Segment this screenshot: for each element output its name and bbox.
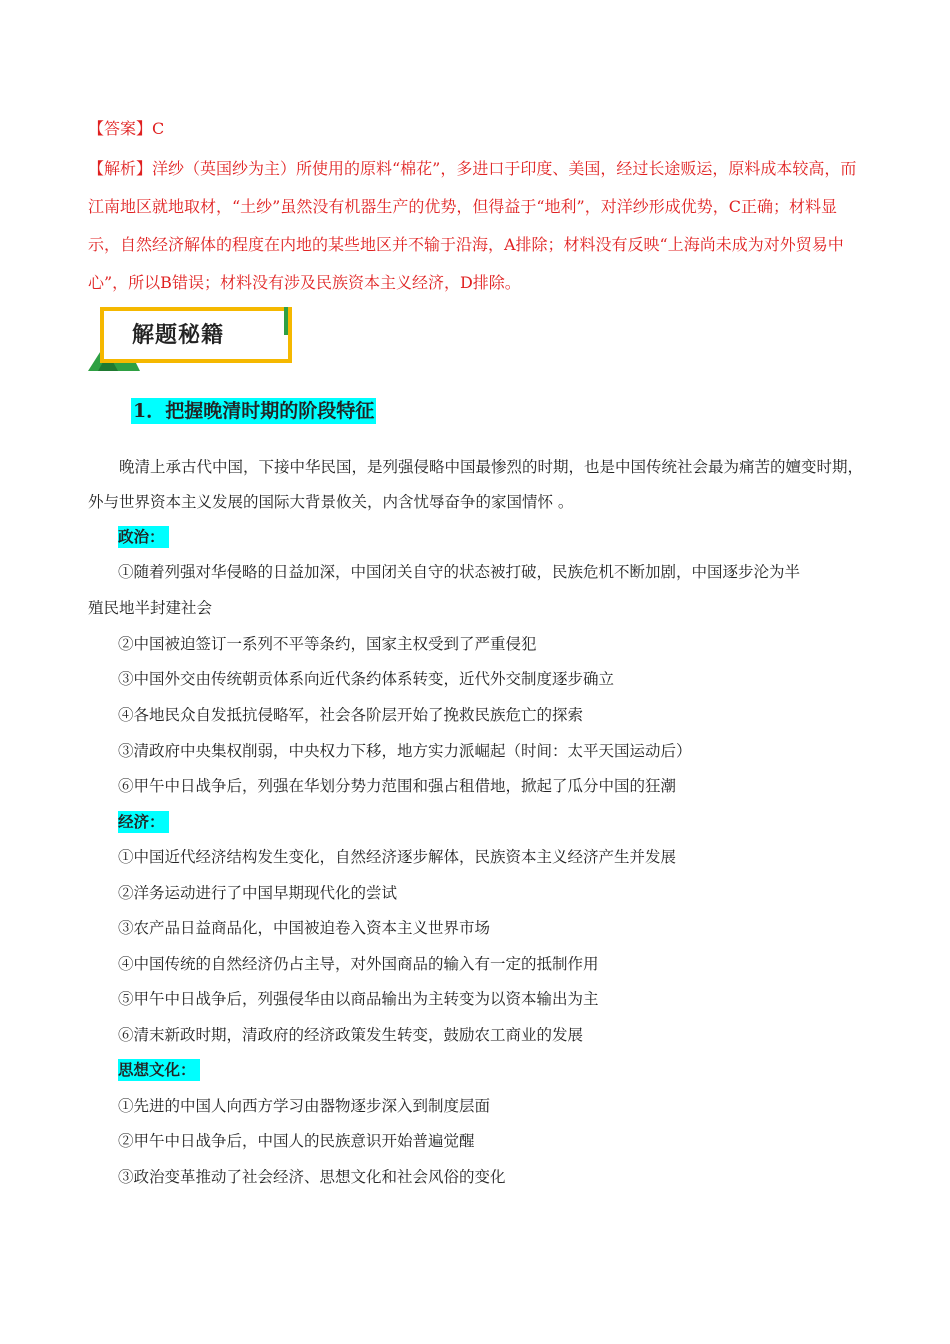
economy-item-4: ④中国传统的自然经济仍占主导，对外国商品的输入有一定的抵制作用 [118,955,599,973]
culture-item-2: ②甲午中日战争后，中国人的民族意识开始普遍觉醒 [118,1132,475,1150]
politics-item-2: ②中国被迫签订一系列不平等条约，国家主权受到了严重侵犯 [118,635,537,653]
analysis-paragraph: 【解析】洋纱（英国纱为主）所使用的原料“棉花”，多进口于印度、美国，经过长途贩运，原料成本较高，而江南地区就地取材，“土纱”虽然没有机器生产的优势，但得益于“地利”，对洋纱形成优势，C正确；材料显示，自然经济解体的程度在内地的某些地区并不输于沿海，A排除；材料没有反映“上海尚未成为对外贸易中心”，所以B错误；材料没有涉及民族资本主义经济，D排除。 [88,159,857,292]
politics-item-1: ①随着列强对华侵略的日益加深，中国闭关自守的状态被打破，民族危机不断加剧，中国逐步沦为半 [118,563,801,581]
economy-item-3: ③农产品日益商品化，中国被迫卷入资本主义世界市场 [118,919,491,937]
economy-item-5: ⑤甲午中日战争后，列强侵华由以商品输出为主转变为以资本输出为主 [118,990,599,1008]
politics-item-6: ⑥甲午中日战争后，列强在华划分势力范围和强占租借地，掀起了瓜分中国的狂潮 [118,777,677,795]
banner-title: 解题秘籍 [132,323,225,348]
culture-item-3: ③政治变革推动了社会经济、思想文化和社会风俗的变化 [118,1168,506,1186]
banner-accent [284,307,288,335]
economy-label: 经济： [118,811,169,833]
section-title: 1．把握晚清时期的阶段特征 [133,400,375,422]
economy-item-6: ⑥清末新政时期，清政府的经济政策发生转变，鼓励农工商业的发展 [118,1026,584,1044]
answer-line: 【答案】C [88,119,165,138]
politics-label: 政治： [118,526,169,548]
economy-item-2: ②洋务运动进行了中国早期现代化的尝试 [118,884,398,902]
intro-paragraph: 晚清上承古代中国，下接中华民国，是列强侵略中国最惨烈的时期，也是中国传统社会最为痛苦的嬗变时期，外与世界资本主义发展的国际大背景攸关，内含忧辱奋争的家国情怀 。 [88,458,864,511]
culture-label: 思想文化： [118,1059,200,1081]
tips-banner [88,305,298,371]
politics-item-5: ③清政府中央集权削弱，中央权力下移，地方实力派崛起（时间：太平天国运动后） [118,742,692,760]
economy-item-1: ①中国近代经济结构发生变化，自然经济逐步解体，民族资本主义经济产生并发展 [118,848,677,866]
politics-item-3: ③中国外交由传统朝贡体系向近代条约体系转变，近代外交制度逐步确立 [118,670,615,688]
culture-item-1: ①先进的中国人向西方学习由器物逐步深入到制度层面 [118,1097,491,1115]
politics-item-1-cont: 殖民地半封建社会 [88,599,213,617]
politics-item-4: ④各地民众自发抵抗侵略军，社会各阶层开始了挽救民族危亡的探索 [118,706,584,724]
